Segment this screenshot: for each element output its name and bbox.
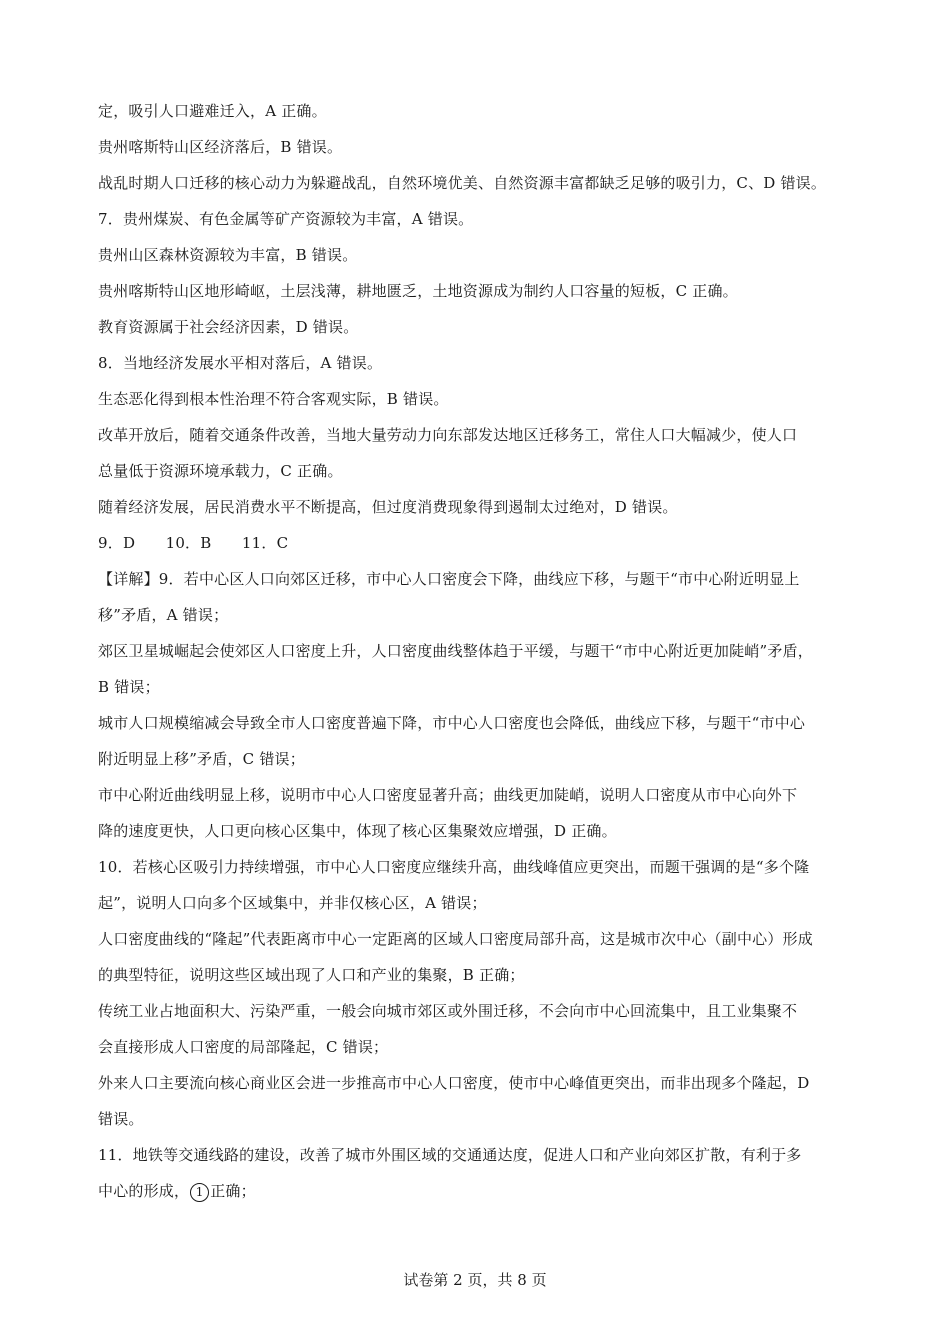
text-line: 随着经济发展，居民消费水平不断提高，但过度消费现象得到遏制太过绝对，D 错误。 xyxy=(98,498,678,516)
text-line: 会直接形成人口密度的局部隆起，C 错误； xyxy=(98,1038,389,1056)
text-line: 总量低于资源环境承载力，C 正确。 xyxy=(98,462,343,480)
text-line: 教育资源属于社会经济因素，D 错误。 xyxy=(98,318,359,336)
text-line: B 错误； xyxy=(98,678,160,696)
text-line: 错误。 xyxy=(98,1110,144,1128)
page-body xyxy=(98,93,870,1209)
text-line: 传统工业占地面积大、污染严重，一般会向城市郊区或外围迁移，不会向市中心回流集中，且工业集聚不 xyxy=(98,1002,798,1020)
question-7-line: 7．贵州煤炭、有色金属等矿产资源较为丰富，A 错误。 xyxy=(98,210,474,228)
text-line: 的典型特征，说明这些区域出现了人口和产业的集聚，B 正确； xyxy=(98,966,525,984)
text-line: 改革开放后，随着交通条件改善，当地大量劳动力向东部发达地区迁移务工，常住人口大幅减少，使人口 xyxy=(98,426,798,444)
text-line: 城市人口规模缩减会导致全市人口密度普遍下降，市中心人口密度也会降低，曲线应下移，与题干“市中心 xyxy=(98,714,806,732)
text-line: 移”矛盾，A 错误； xyxy=(98,606,229,624)
text-line: 外来人口主要流向核心商业区会进一步推高市中心人口密度，使市中心峰值更突出，而非出现多个隆起，D xyxy=(98,1074,810,1092)
text-line: 生态恶化得到根本性治理不符合客观实际，B 错误。 xyxy=(98,390,449,408)
text-line: 贵州山区森林资源较为丰富，B 错误。 xyxy=(98,246,358,264)
text-line: 市中心附近曲线明显上移，说明市中心人口密度显著升高；曲线更加陡峭，说明人口密度从市中心向外下 xyxy=(98,786,798,804)
text-line: 贵州喀斯特山区经济落后，B 错误。 xyxy=(98,138,343,156)
text-line: 贵州喀斯特山区地形崎岖，土层浅薄，耕地匮乏，土地资源成为制约人口容量的短板，C 正确。 xyxy=(98,282,738,300)
text-line: 人口密度曲线的“隆起”代表距离市中心一定距离的区域人口密度局部升高，这是城市次中心（副中心）形成 xyxy=(98,930,813,948)
last-line-end: 正确； xyxy=(210,1182,256,1200)
circled-number-1: 1 xyxy=(190,1183,209,1202)
answers-line: 9．D 10．B 11．C xyxy=(98,534,289,552)
detail-heading-line: 【详解】9．若中心区人口向郊区迁移，市中心人口密度会下降，曲线应下移，与题干“市中心附近明显上 xyxy=(98,570,800,588)
question-8-line: 8．当地经济发展水平相对落后，A 错误。 xyxy=(98,354,383,372)
text-line: 战乱时期人口迁移的核心动力为躲避战乱，自然环境优美、自然资源丰富都缺乏足够的吸引力，C、D 错误。 xyxy=(98,174,827,192)
last-line-start: 中心的形成， xyxy=(98,1182,190,1200)
text-line: 起”，说明人口向多个区域集中，并非仅核心区，A 错误； xyxy=(98,894,487,912)
text-line: 降的速度更快，人口更向核心区集中，体现了核心区集聚效应增强，D 正确。 xyxy=(98,822,617,840)
text-line: 郊区卫星城崛起会使郊区人口密度上升，人口密度曲线整体趋于平缓，与题干“市中心附近更加陡峭”矛盾， xyxy=(98,642,813,660)
question-10-line: 10．若核心区吸引力持续增强，市中心人口密度应继续升高，曲线峰值应更突出，而题干强调的是“多个隆 xyxy=(98,858,810,876)
question-11-line: 11．地铁等交通线路的建设，改善了城市外围区域的交通通达度，促进人口和产业向郊区扩散，有利于多 xyxy=(98,1146,802,1164)
page-footer: 试卷第 2 页，共 8 页 xyxy=(403,1271,547,1289)
last-text-line xyxy=(98,1173,870,1209)
text-line: 附近明显上移”矛盾，C 错误； xyxy=(98,750,305,768)
text-line: 定，吸引人口避难迁入，A 正确。 xyxy=(98,102,327,120)
